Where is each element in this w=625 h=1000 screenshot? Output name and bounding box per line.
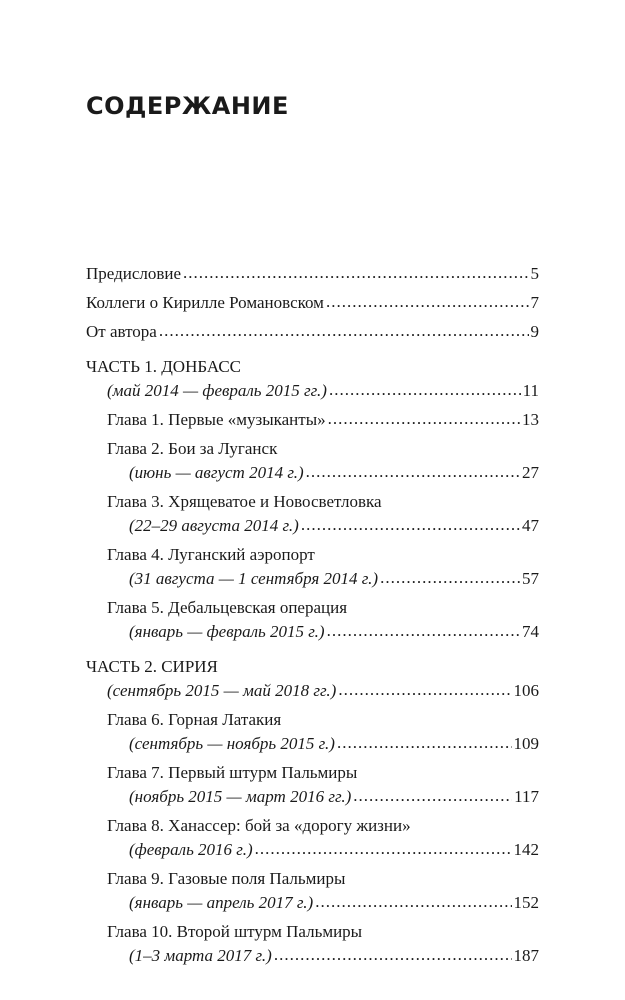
toc-entry-dates: (22–29 августа 2014 г.) bbox=[129, 516, 299, 535]
toc-chapter-7-title[interactable] bbox=[86, 761, 539, 785]
toc-leader-dots bbox=[255, 837, 512, 861]
toc-leader-dots bbox=[353, 784, 512, 808]
toc-leader-dots bbox=[380, 566, 520, 590]
toc-entry-dates: (январь — апрель 2017 г.) bbox=[129, 893, 314, 912]
toc-entry-title: Глава 5. Дебальцевская операция bbox=[107, 598, 348, 617]
toc-chapter-6-dates[interactable] bbox=[86, 732, 539, 756]
toc-part-2-dates[interactable] bbox=[86, 679, 539, 703]
toc-leader-dots bbox=[337, 731, 512, 755]
toc-page-number: 27 bbox=[522, 463, 539, 482]
toc-entry-dates: (сентябрь — ноябрь 2015 г.) bbox=[129, 734, 335, 753]
toc-leader-dots bbox=[328, 407, 520, 431]
toc-entry-title: ЧАСТЬ 2. СИРИЯ bbox=[86, 657, 218, 676]
toc-leader-dots bbox=[159, 319, 529, 343]
toc-page-number: 109 bbox=[513, 734, 539, 753]
toc-part-1-title[interactable] bbox=[86, 355, 539, 379]
toc-leader-dots bbox=[338, 678, 511, 702]
toc-page-number: 74 bbox=[522, 622, 539, 641]
toc-page-number: 117 bbox=[514, 787, 539, 806]
toc-leader-dots bbox=[327, 619, 520, 643]
toc-chapter-8-dates[interactable] bbox=[86, 838, 539, 862]
toc-chapter-9-dates[interactable] bbox=[86, 891, 539, 915]
page-heading: СОДЕРЖАНИЕ bbox=[86, 92, 289, 120]
toc-entry-dates: (сентябрь 2015 — май 2018 гг.) bbox=[107, 681, 337, 700]
toc-chapter-5-title[interactable] bbox=[86, 596, 539, 620]
toc-chapter-5-dates[interactable] bbox=[86, 620, 539, 644]
toc-chapter-2-title[interactable] bbox=[86, 437, 539, 461]
toc-entry-dates: (1–3 марта 2017 г.) bbox=[129, 946, 272, 965]
toc-chapter-4-dates[interactable] bbox=[86, 567, 539, 591]
toc-chapter-10-title[interactable] bbox=[86, 920, 539, 944]
toc-entry-title: Глава 3. Хрящеватое и Новосветловка bbox=[107, 492, 382, 511]
toc-page-number: 152 bbox=[513, 893, 539, 912]
toc-chapter-2-dates[interactable] bbox=[86, 461, 539, 485]
toc-part-2-title[interactable] bbox=[86, 655, 539, 679]
toc-page-number: 187 bbox=[513, 946, 539, 965]
toc-leader-dots bbox=[274, 943, 512, 967]
toc-entry-title: Глава 10. Второй штурм Пальмиры bbox=[107, 922, 363, 941]
toc-chapter-3-title[interactable] bbox=[86, 490, 539, 514]
toc-chapter-6-title[interactable] bbox=[86, 708, 539, 732]
toc-leader-dots bbox=[306, 460, 520, 484]
toc-entry-preface[interactable] bbox=[86, 262, 539, 286]
toc-chapter-3-dates[interactable] bbox=[86, 514, 539, 538]
table-of-contents bbox=[86, 262, 539, 968]
toc-entry-title: Предисловие bbox=[86, 264, 182, 283]
toc-page-number: 11 bbox=[522, 381, 539, 400]
toc-entry-title: Глава 7. Первый штурм Пальмиры bbox=[107, 763, 358, 782]
toc-entry-dates: (февраль 2016 г.) bbox=[129, 840, 253, 859]
toc-chapter-10-dates[interactable] bbox=[86, 944, 539, 968]
toc-page-number: 9 bbox=[530, 322, 539, 341]
toc-page-number: 7 bbox=[530, 293, 539, 312]
toc-leader-dots bbox=[326, 290, 529, 314]
toc-page-number: 142 bbox=[513, 840, 539, 859]
toc-entry-dates: (май 2014 — февраль 2015 гг.) bbox=[107, 381, 327, 400]
toc-page-number: 13 bbox=[522, 410, 539, 429]
toc-page-number: 47 bbox=[522, 516, 539, 535]
toc-entry-dates: (июнь — август 2014 г.) bbox=[129, 463, 304, 482]
toc-entry-title: ЧАСТЬ 1. ДОНБАСС bbox=[86, 357, 242, 376]
toc-entry-colleagues[interactable] bbox=[86, 291, 539, 315]
toc-entry-title: Глава 9. Газовые поля Пальмиры bbox=[107, 869, 346, 888]
toc-entry-title: Глава 8. Ханассер: бой за «дорогу жизни» bbox=[107, 816, 411, 835]
toc-entry-dates: (январь — февраль 2015 г.) bbox=[129, 622, 325, 641]
toc-leader-dots bbox=[183, 261, 528, 285]
toc-chapter-8-title[interactable] bbox=[86, 814, 539, 838]
toc-entry-title: Глава 2. Бои за Луганск bbox=[107, 439, 278, 458]
toc-chapter-9-title[interactable] bbox=[86, 867, 539, 891]
toc-part-1-dates[interactable] bbox=[86, 379, 539, 403]
toc-entry-title: От автора bbox=[86, 322, 157, 341]
toc-leader-dots bbox=[329, 378, 521, 402]
toc-entry-title: Глава 1. Первые «музыканты» bbox=[107, 410, 326, 429]
toc-chapter-7-dates[interactable] bbox=[86, 785, 539, 809]
toc-entry-dates: (31 августа — 1 сентября 2014 г.) bbox=[129, 569, 379, 588]
toc-entry-dates: (ноябрь 2015 — март 2016 гг.) bbox=[129, 787, 352, 806]
toc-leader-dots bbox=[301, 513, 520, 537]
toc-page-number: 57 bbox=[522, 569, 539, 588]
toc-leader-dots bbox=[315, 890, 511, 914]
toc-entry-from-author[interactable] bbox=[86, 320, 539, 344]
toc-entry-title: Глава 6. Горная Латакия bbox=[107, 710, 282, 729]
toc-chapter-4-title[interactable] bbox=[86, 543, 539, 567]
toc-page-number: 5 bbox=[530, 264, 539, 283]
toc-chapter-1[interactable] bbox=[86, 408, 539, 432]
toc-page-number: 106 bbox=[513, 681, 539, 700]
toc-entry-title: Глава 4. Луганский аэропорт bbox=[107, 545, 315, 564]
toc-entry-title: Коллеги о Кирилле Романовском bbox=[86, 293, 324, 312]
